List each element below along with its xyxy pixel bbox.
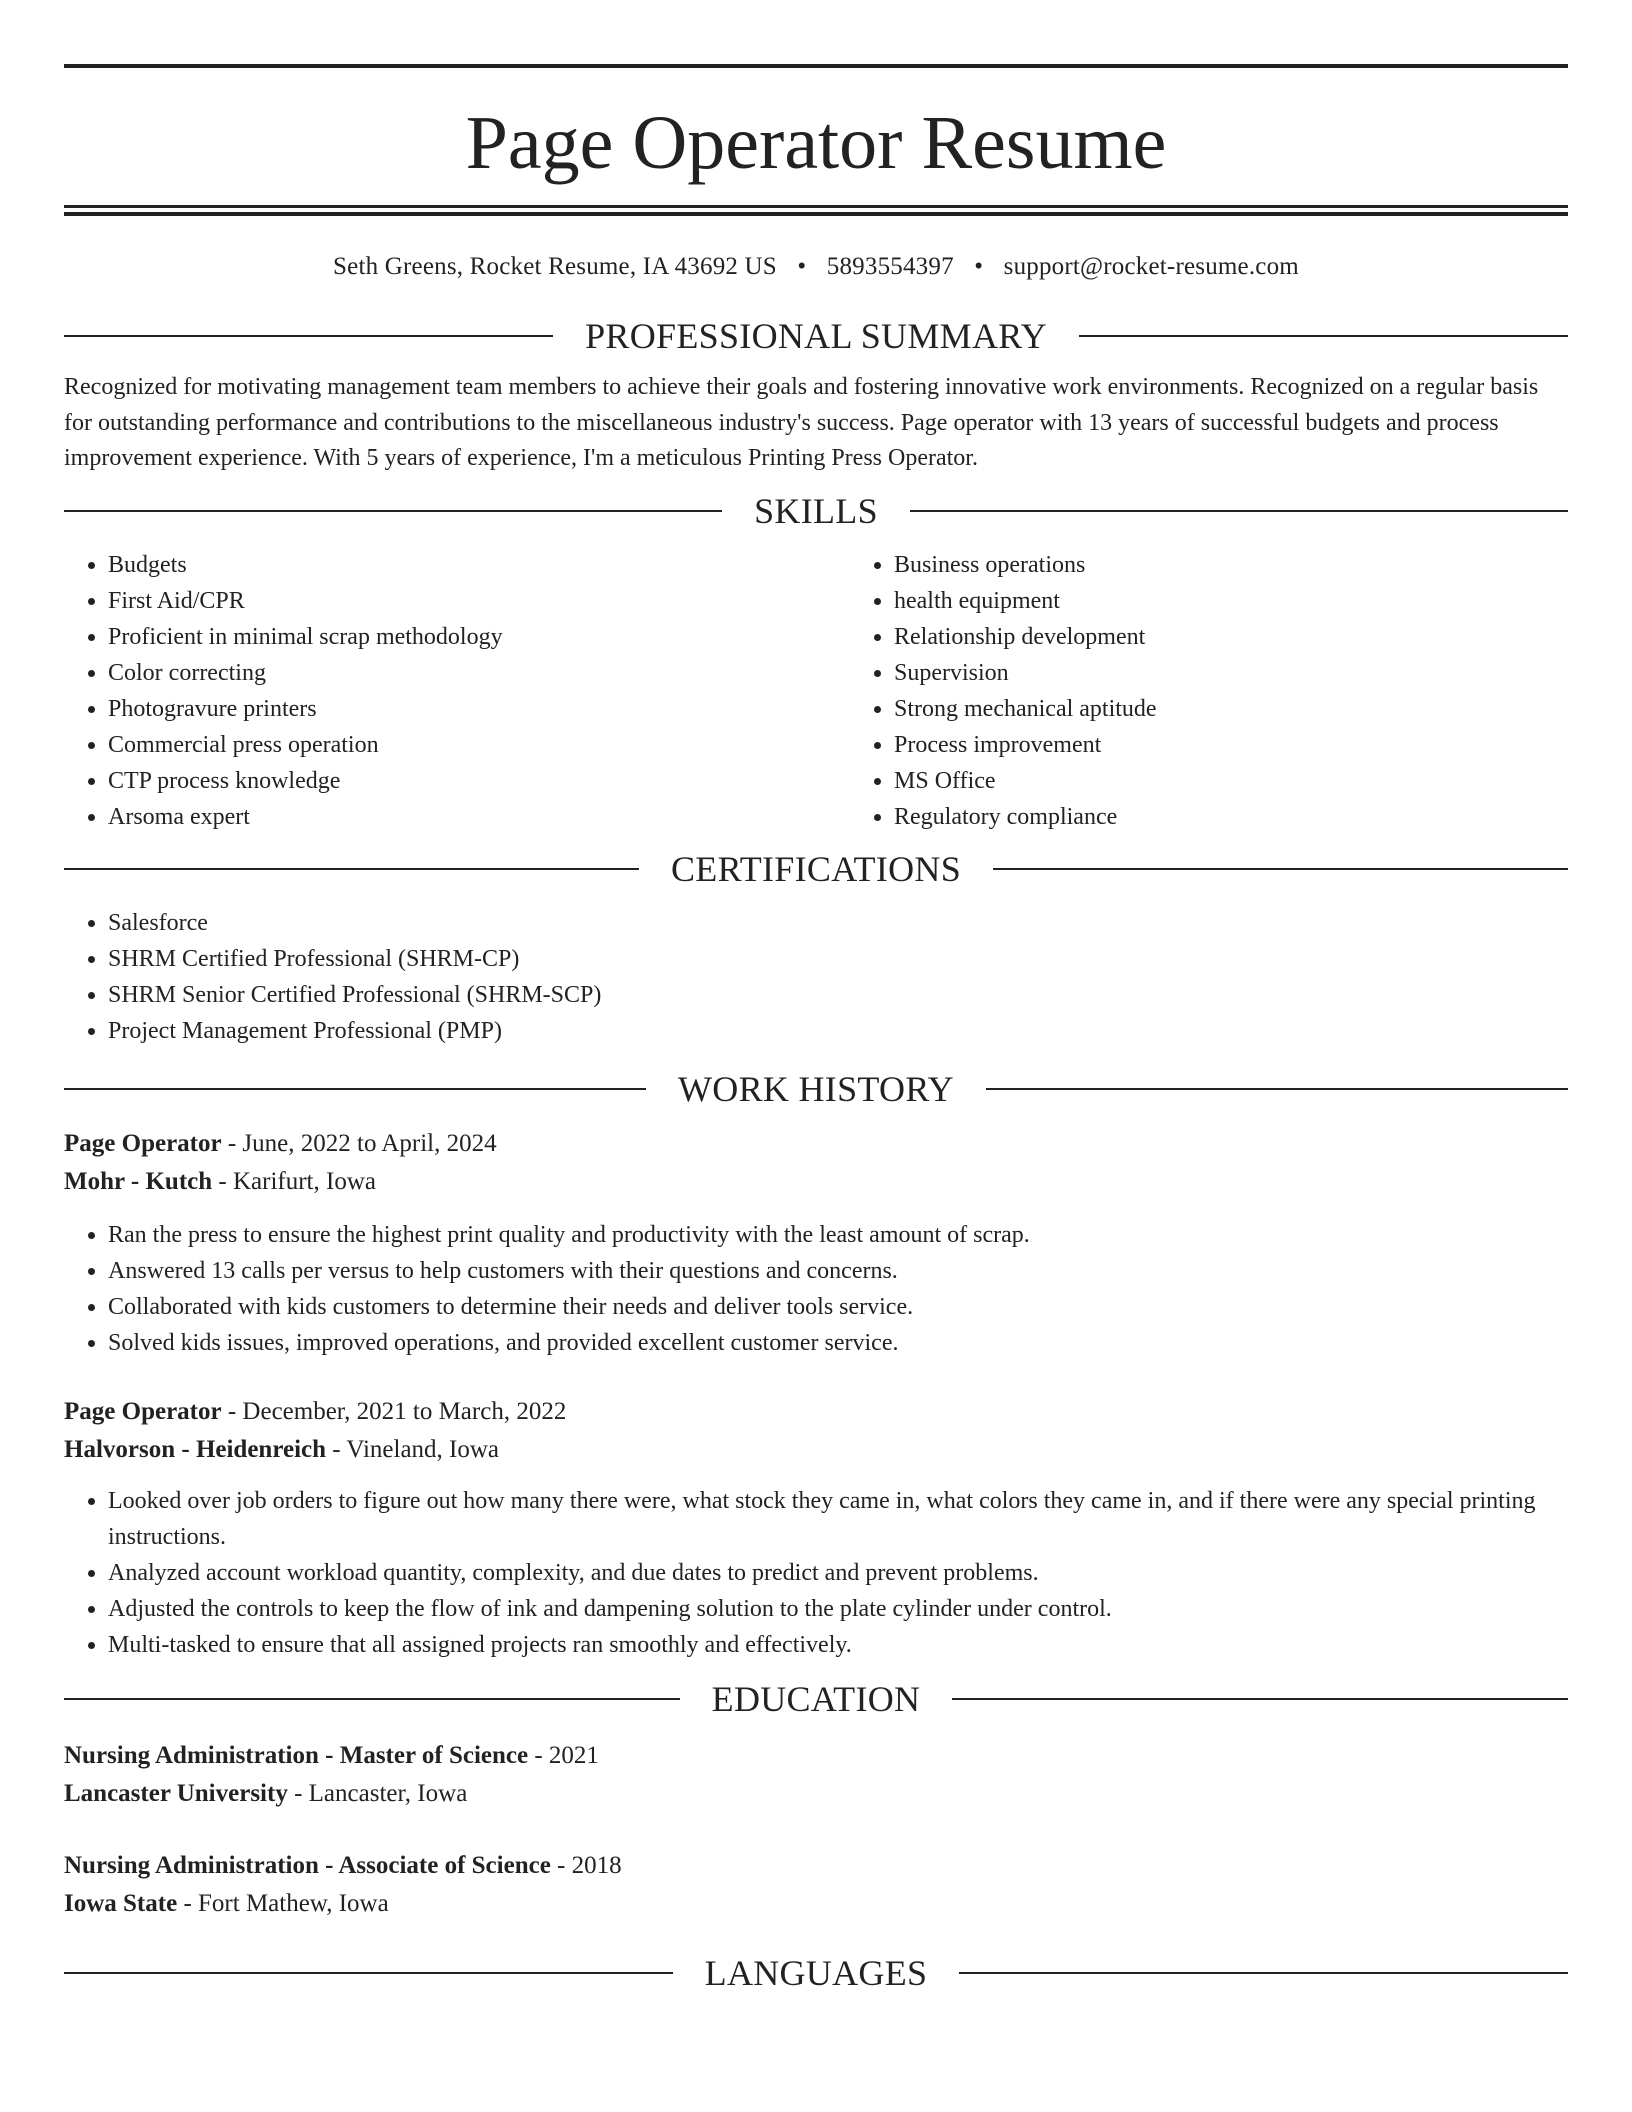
skill-item: • Color correcting: [108, 655, 850, 691]
skill-item: • Budgets: [108, 547, 850, 583]
contact-address: Seth Greens, Rocket Resume, IA 43692 US: [333, 253, 777, 280]
skill-item: • Supervision: [894, 655, 1632, 691]
contact-separator: •: [797, 253, 807, 280]
section-title: LANGUAGES: [704, 1952, 928, 1993]
skill-item: • Commercial press operation: [108, 727, 850, 763]
section-header-work-history: [64, 1067, 1568, 1111]
education-degree: Nursing Administration - Master of Science: [64, 1741, 529, 1769]
summary-text: Recognized for motivating management team members to achieve their goals and fostering innovative work environments. Recognized on a regular basis for outstanding performance and contributions to the miscellaneous industry's success. Page operator with 13 years of successful budgets and process improvement experience. With 5 years of experience, I'm a meticulous Printing Press Operator.: [64, 374, 1539, 471]
job-company-line: [64, 1163, 1568, 1201]
education-location: - Fort Mathew, Iowa: [177, 1889, 389, 1917]
skill-item: • Proficient in minimal scrap methodology: [108, 619, 850, 655]
skill-item: • Strong mechanical aptitude: [894, 691, 1632, 727]
resume-page: [64, 64, 1568, 1995]
job-location: - Vineland, Iowa: [326, 1435, 500, 1463]
education-entry: [64, 1847, 1568, 1923]
certifications-list: [64, 905, 1568, 1049]
job-company-line: [64, 1431, 1568, 1469]
skill-item: • Business operations: [894, 547, 1632, 583]
education-year: - 2021: [528, 1741, 599, 1769]
section-header-summary: [64, 314, 1568, 358]
education-year: - 2018: [550, 1851, 622, 1879]
skill-item: • Photogravure printers: [108, 691, 850, 727]
job-bullets: [64, 1217, 1568, 1361]
job-entry: [64, 1125, 1568, 1361]
job-title: Page Operator: [64, 1129, 222, 1157]
job-bullets: [64, 1483, 1568, 1663]
education-location: - Lancaster, Iowa: [287, 1779, 468, 1807]
section-header-education: [64, 1677, 1568, 1721]
contact-separator: •: [974, 253, 984, 280]
education-school: Lancaster University: [64, 1779, 288, 1807]
certification-item: • Project Management Professional (PMP): [108, 1013, 1568, 1049]
skill-item: • Arsoma expert: [108, 799, 850, 835]
job-bullet: • Collaborated with kids customers to determine their needs and deliver tools service.: [108, 1289, 1568, 1325]
job-bullet: • Looked over job orders to figure out how many there were, what stock they came in, what colors they came in, and if there were any special printing instructions.: [108, 1483, 1568, 1555]
job-dates: - June, 2022 to April, 2024: [221, 1129, 497, 1157]
skill-item: • CTP process knowledge: [108, 763, 850, 799]
job-entry: [64, 1393, 1568, 1663]
section-title: WORK HISTORY: [678, 1068, 954, 1109]
education-degree: Nursing Administration - Associate of Science: [64, 1851, 551, 1879]
education-school-line: [64, 1885, 1568, 1923]
education-degree-line: [64, 1847, 1568, 1885]
certification-item: • SHRM Senior Certified Professional (SHRM-SCP): [108, 977, 1568, 1013]
skill-item: • First Aid/CPR: [108, 583, 850, 619]
section-header-languages: [64, 1951, 1568, 1995]
skill-item: • Regulatory compliance: [894, 799, 1632, 835]
job-bullet: • Adjusted the controls to keep the flow of ink and dampening solution to the plate cylinder under control.: [108, 1591, 1568, 1627]
job-bullet: • Solved kids issues, improved operations, and provided excellent customer service.: [108, 1325, 1568, 1361]
skill-item: • Relationship development: [894, 619, 1632, 655]
section-header-certifications: [64, 847, 1568, 891]
skill-item: • MS Office: [894, 763, 1632, 799]
contact-line: [64, 252, 1568, 282]
education-entry: [64, 1737, 1568, 1813]
job-bullet: • Analyzed account workload quantity, complexity, and due dates to predict and prevent problems.: [108, 1555, 1568, 1591]
section-title: PROFESSIONAL SUMMARY: [585, 316, 1047, 356]
resume-title: Page Operator Resume: [465, 101, 1167, 185]
title-double-rule: [64, 205, 1568, 216]
job-title-line: [64, 1393, 1568, 1431]
job-title-line: [64, 1125, 1568, 1163]
section-title: SKILLS: [754, 490, 878, 531]
education-school: Iowa State: [64, 1889, 178, 1917]
job-bullet: • Multi-tasked to ensure that all assigned projects ran smoothly and effectively.: [108, 1627, 1568, 1663]
certification-item: • Salesforce: [108, 905, 1568, 941]
education-degree-line: [64, 1737, 1568, 1775]
skills-list-right: [850, 547, 1632, 835]
job-company: Halvorson - Heidenreich: [64, 1435, 327, 1463]
section-header-skills: [64, 489, 1568, 533]
section-title: EDUCATION: [711, 1678, 921, 1719]
job-company: Mohr - Kutch: [64, 1167, 213, 1195]
job-bullet: • Answered 13 calls per versus to help customers with their questions and concerns.: [108, 1253, 1568, 1289]
certification-item: • SHRM Certified Professional (SHRM-CP): [108, 941, 1568, 977]
job-bullet: • Ran the press to ensure the highest print quality and productivity with the least amount of scrap.: [108, 1217, 1568, 1253]
skill-item: • health equipment: [894, 583, 1632, 619]
contact-phone: 5893554397: [826, 253, 954, 280]
contact-email[interactable]: support@rocket-resume.com: [1003, 253, 1299, 280]
job-title: Page Operator: [64, 1397, 222, 1425]
job-dates: - December, 2021 to March, 2022: [221, 1397, 567, 1425]
section-title: CERTIFICATIONS: [670, 848, 962, 889]
education-school-line: [64, 1775, 1568, 1813]
skill-item: • Process improvement: [894, 727, 1632, 763]
skills-grid: [64, 547, 1568, 835]
job-location: - Karifurt, Iowa: [212, 1167, 376, 1195]
skills-list-left: [64, 547, 850, 835]
